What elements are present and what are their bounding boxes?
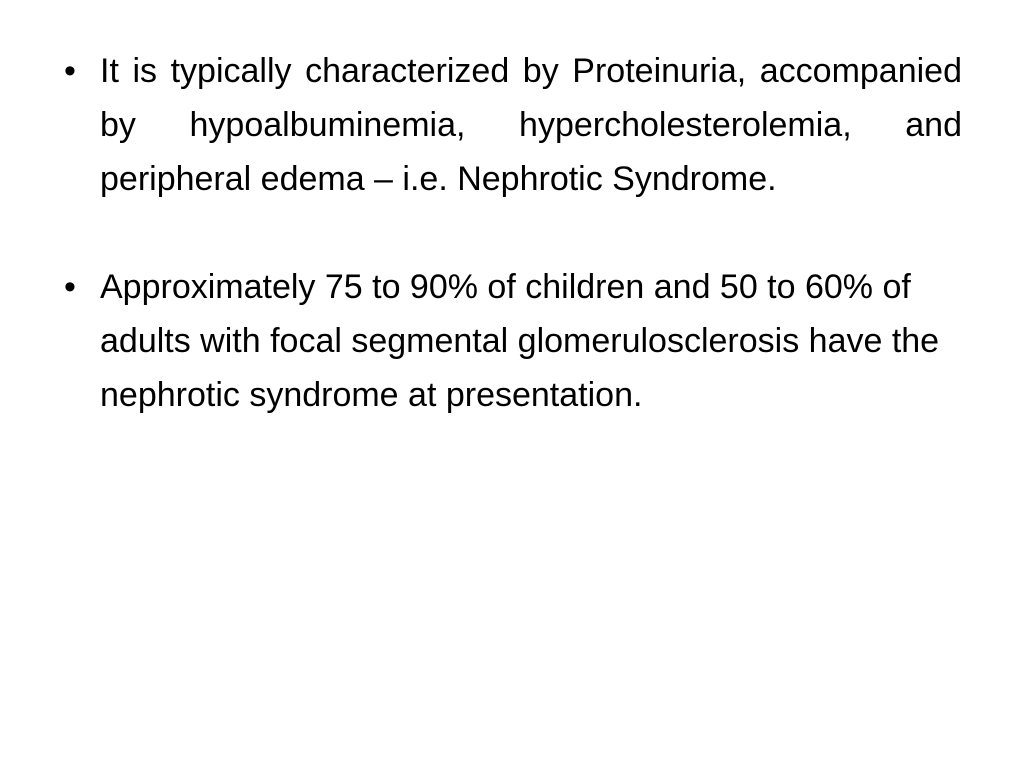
bullet-item-1 <box>58 44 962 206</box>
bullet-text-1: It is typically characterized by Proteinuria, accompanied by hypoalbuminemia, hypercholesterolemia, and peripheral edema – i.e. Nephrotic Syndrome. <box>100 52 962 198</box>
bullet-text-2: Approximately 75 to 90% of children and 50 to 60% of adults with focal segmental glomerulosclerosis have the nephrotic syndrome at presentation. <box>100 268 940 414</box>
bullet-list <box>58 44 962 476</box>
bullet-marker-2: • <box>64 268 76 306</box>
bullet-marker-1: • <box>64 52 76 90</box>
bullet-item-2 <box>58 260 962 422</box>
